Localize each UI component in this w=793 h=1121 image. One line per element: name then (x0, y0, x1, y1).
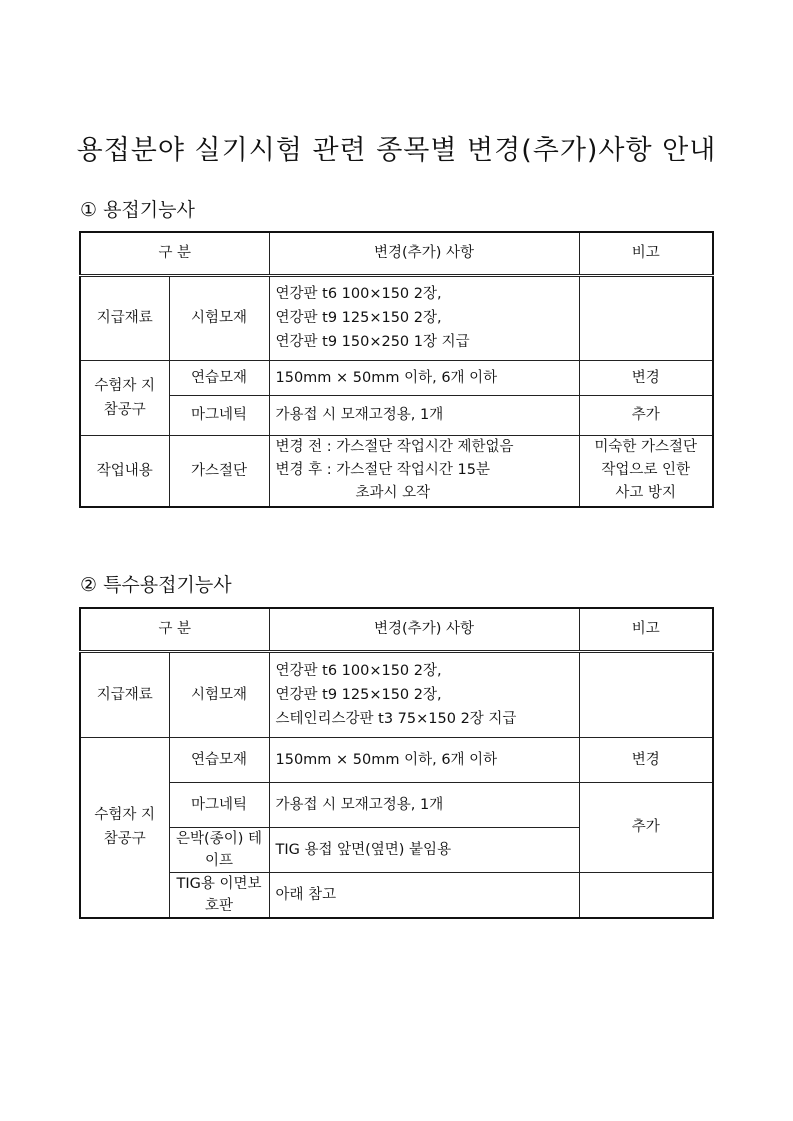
item-practice-material: 연습모재 (169, 360, 269, 395)
table-row (80, 872, 713, 918)
change-line: 연강판 t9 150×250 1장 지급 (275, 334, 470, 350)
change-cell (269, 651, 579, 737)
group-supply: 지급재료 (80, 651, 169, 737)
header-note: 비고 (579, 608, 713, 651)
special-welding-changes-table (79, 607, 714, 919)
change-line: 변경 전 : 가스절단 작업시간 제한없음 (275, 439, 514, 456)
item-magnetic: 마그네틱 (169, 395, 269, 435)
table-row (80, 782, 713, 827)
header-change: 변경(추가) 사항 (269, 232, 579, 275)
section-heading-welding: ① 용접기능사 (80, 199, 195, 221)
header-category: 구 분 (80, 232, 269, 275)
header-note: 비고 (579, 232, 713, 275)
item-foil-tape: 은박(종이) 테이프 (169, 827, 269, 872)
table-header-row (80, 232, 713, 275)
group-tools: 수험자 지참공구 (80, 737, 169, 918)
item-practice-material: 연습모재 (169, 737, 269, 782)
change-cell (269, 275, 579, 360)
change-cell: 150mm × 50mm 이하, 6개 이하 (269, 737, 579, 782)
note-cell (579, 275, 713, 360)
table-row (80, 737, 713, 782)
table-row (80, 395, 713, 435)
item-tig-back-shield: TIG용 이면보호판 (169, 872, 269, 918)
table-row (80, 435, 713, 507)
change-cell: 가용접 시 모재고정용, 1개 (269, 395, 579, 435)
page-title: 용접분야 실기시험 관련 종목별 변경(추가)사항 안내 (76, 135, 717, 166)
group-supply: 지급재료 (80, 275, 169, 360)
item-test-material: 시험모재 (169, 651, 269, 737)
item-gas-cutting: 가스절단 (169, 435, 269, 507)
change-cell: TIG 용접 앞면(옆면) 붙임용 (269, 827, 579, 872)
change-cell: 가용접 시 모재고정용, 1개 (269, 782, 579, 827)
change-line: 연강판 t6 100×150 2장, (275, 286, 442, 302)
item-test-material: 시험모재 (169, 275, 269, 360)
note-line: 사고 방지 (615, 485, 677, 502)
section-heading-special-welding: ② 특수용접기능사 (80, 574, 232, 596)
table-header-row (80, 608, 713, 651)
change-cell: 아래 참고 (269, 872, 579, 918)
group-tools: 수험자 지참공구 (80, 360, 169, 435)
change-line: 연강판 t9 125×150 2장, (275, 310, 442, 326)
change-line: 스테인리스강판 t3 75×150 2장 지급 (275, 710, 517, 727)
note-line: 작업으로 인한 (601, 462, 691, 479)
note-cell (579, 435, 713, 507)
note-cell: 변경 (579, 360, 713, 395)
header-change: 변경(추가) 사항 (269, 608, 579, 651)
note-cell: 추가 (579, 395, 713, 435)
header-category: 구 분 (80, 608, 269, 651)
welding-changes-table (79, 231, 714, 508)
change-line: 초과시 오작 (355, 485, 431, 502)
group-work: 작업내용 (80, 435, 169, 507)
note-cell: 변경 (579, 737, 713, 782)
item-magnetic: 마그네틱 (169, 782, 269, 827)
change-cell: 150mm × 50mm 이하, 6개 이하 (269, 360, 579, 395)
note-cell (579, 651, 713, 737)
change-line: 변경 후 : 가스절단 작업시간 15분 (275, 462, 490, 479)
change-line: 연강판 t6 100×150 2장, (275, 662, 442, 679)
table-row (80, 360, 713, 395)
note-cell (579, 872, 713, 918)
table-row (80, 275, 713, 360)
note-cell: 추가 (579, 782, 713, 872)
change-cell (269, 435, 579, 507)
change-line: 연강판 t9 125×150 2장, (275, 686, 442, 703)
note-line: 미숙한 가스절단 (594, 439, 698, 456)
table-row (80, 651, 713, 737)
